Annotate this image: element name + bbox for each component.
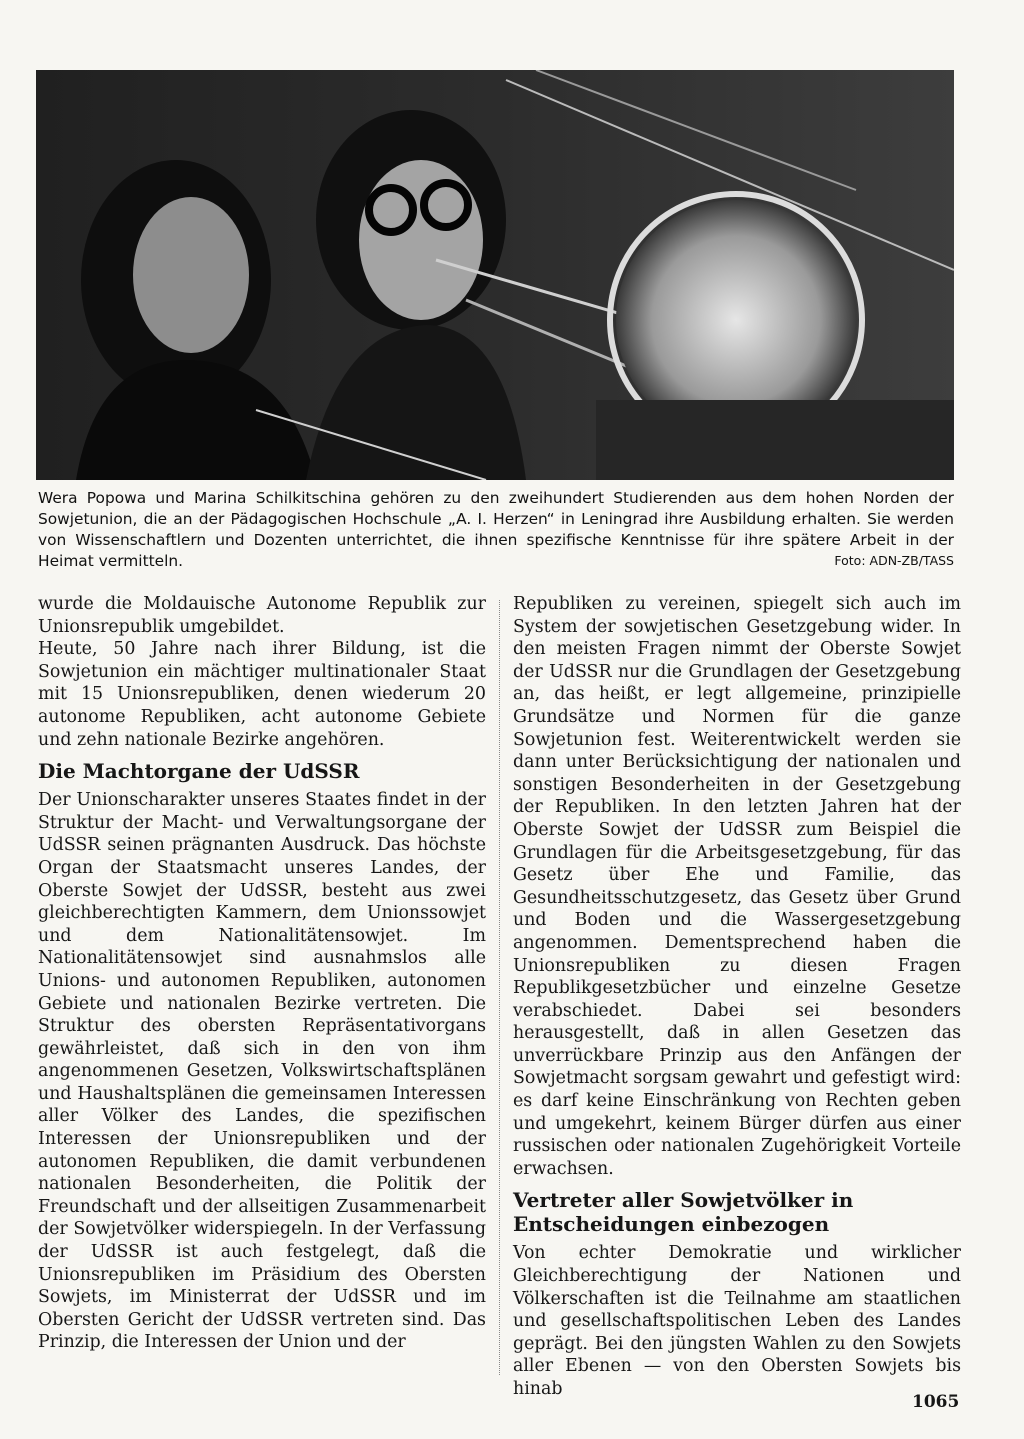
- photo-credit: Foto: ADN-ZB/TASS: [834, 553, 954, 568]
- paragraph: Republiken zu vereinen, spiegelt sich auch im System der sowjetischen Gesetzgebung wider. In den meisten Fragen nimmt der Oberste Sowjet der UdSSR nur die Grundlagen der Gesetzgebung an, das heißt, er legt allgemeine, prinzipielle Grundsätze und Normen für die ganze Sowjetunion fest. Weiterentwickelt werden sie dann unter Berücksichtigung der nationalen und sonstigen Besonderheiten in der Gesetzgebung der Republiken. In den letzten Jahren hat der Oberste Sowjet der UdSSR zum Beispiel die Grundlagen für die Arbeitsgesetzgebung, für das Gesetz über Ehe und Familie, das Gesundheitsschutzgesetz, das Gesetz über Grund und Boden und die Wassergesetzgebung angenommen. Dementsprechend haben die Unionsrepubliken zu diesen Fragen Republikgesetzbücher und einzelne Gesetze verabschiedet. Dabei sei besonders herausgestellt, daß in allen Gesetzen das unverrückbare Prinzip aus den Anfängen der Sowjetmacht sorgsam gewahrt und gefestigt wird: es darf keine Einschränkung von Rechten geben und umgekehrt, keinem Bürger dürfen aus einer russischen oder nationalen Zugehörigkeit Vorteile erwachsen.: [513, 594, 961, 1179]
- caption-text: Wera Popowa und Marina Schilkitschina gehören zu den zweihundert Studierenden aus dem hohen Norden der Sowjetunion, die an der Pädagogischen Hochschule „A. I. Herzen“ in Leningrad ihre Ausbildung erhalten. Sie werden von Wissenschaftlern und Dozenten unterrichtet, die ihnen spezifische Kenntnisse für ihre spätere Arbeit in der Heimat vermitteln.: [38, 489, 954, 570]
- right-column: [513, 593, 961, 1401]
- paragraph: Der Unionscharakter unseres Staates findet in der Struktur der Macht- und Verwaltungsorgane der UdSSR seinen prägnanten Ausdruck. Das höchste Organ der Staatsmacht unseres Landes, der Oberste Sowjet der UdSSR, besteht aus zwei gleichberechtigten Kammern, dem Unionssowjet und dem Nationalitätensowjet. Im Nationalitätensowjet sind ausnahmslos alle Unions- und autonomen Republiken, autonomen Gebiete und nationalen Bezirke vertreten. Die Struktur des obersten Repräsentativorgans gewährleistet, daß sich in den von ihm angenommenen Gesetzen, Volkswirtschaftsplänen und Haushaltsplänen die gemeinsamen Interessen aller Völker des Landes, die spezifischen Interessen der Unionsrepubliken und der autonomen Republiken, die damit verbundenen nationalen Besonderheiten, die Politik der Freundschaft und der allseitigen Zusammenarbeit der Sowjetvölker widerspiegeln. In der Verfassung der UdSSR ist auch festgelegt, daß die Unionsrepubliken im Präsidium des Obersten Sowjets, im Ministerrat der UdSSR und im Obersten Gericht der UdSSR vertreten sind. Das Prinzip, die Interessen der Union und der: [38, 790, 486, 1353]
- photo-caption: [38, 488, 954, 572]
- paragraph: Von echter Demokratie und wirklicher Gleichberechtigung der Nationen und Völkerschaften ist die Teilnahme am staatlichen und gesellschaftspolitischen Leben des Landes geprägt. Bei den jüngsten Wahlen zu den Sowjets aller Ebenen — von den Obersten Sowjets bis hinab: [513, 1243, 961, 1399]
- section-heading: Die Machtorgane der UdSSR: [38, 759, 360, 784]
- photo-illustration: [36, 70, 954, 480]
- column-divider: [499, 600, 500, 1375]
- article-photo: [36, 70, 954, 480]
- section-heading: Vertreter aller Sowjetvölker in Entscheidungen einbezogen: [513, 1188, 854, 1237]
- left-column: [38, 593, 486, 1354]
- page-number: 1065: [912, 1392, 960, 1412]
- paragraph: wurde die Moldauische Autonome Republik zur Unionsrepublik umgebildet.: [38, 594, 486, 637]
- paragraph: Heute, 50 Jahre nach ihrer Bildung, ist die Sowjetunion ein mächtiger multinationaler Staat mit 15 Unionsrepubliken, denen wiederum 20 autonome Republiken, acht autonome Gebiete und zehn nationale Bezirke angehören.: [38, 639, 486, 750]
